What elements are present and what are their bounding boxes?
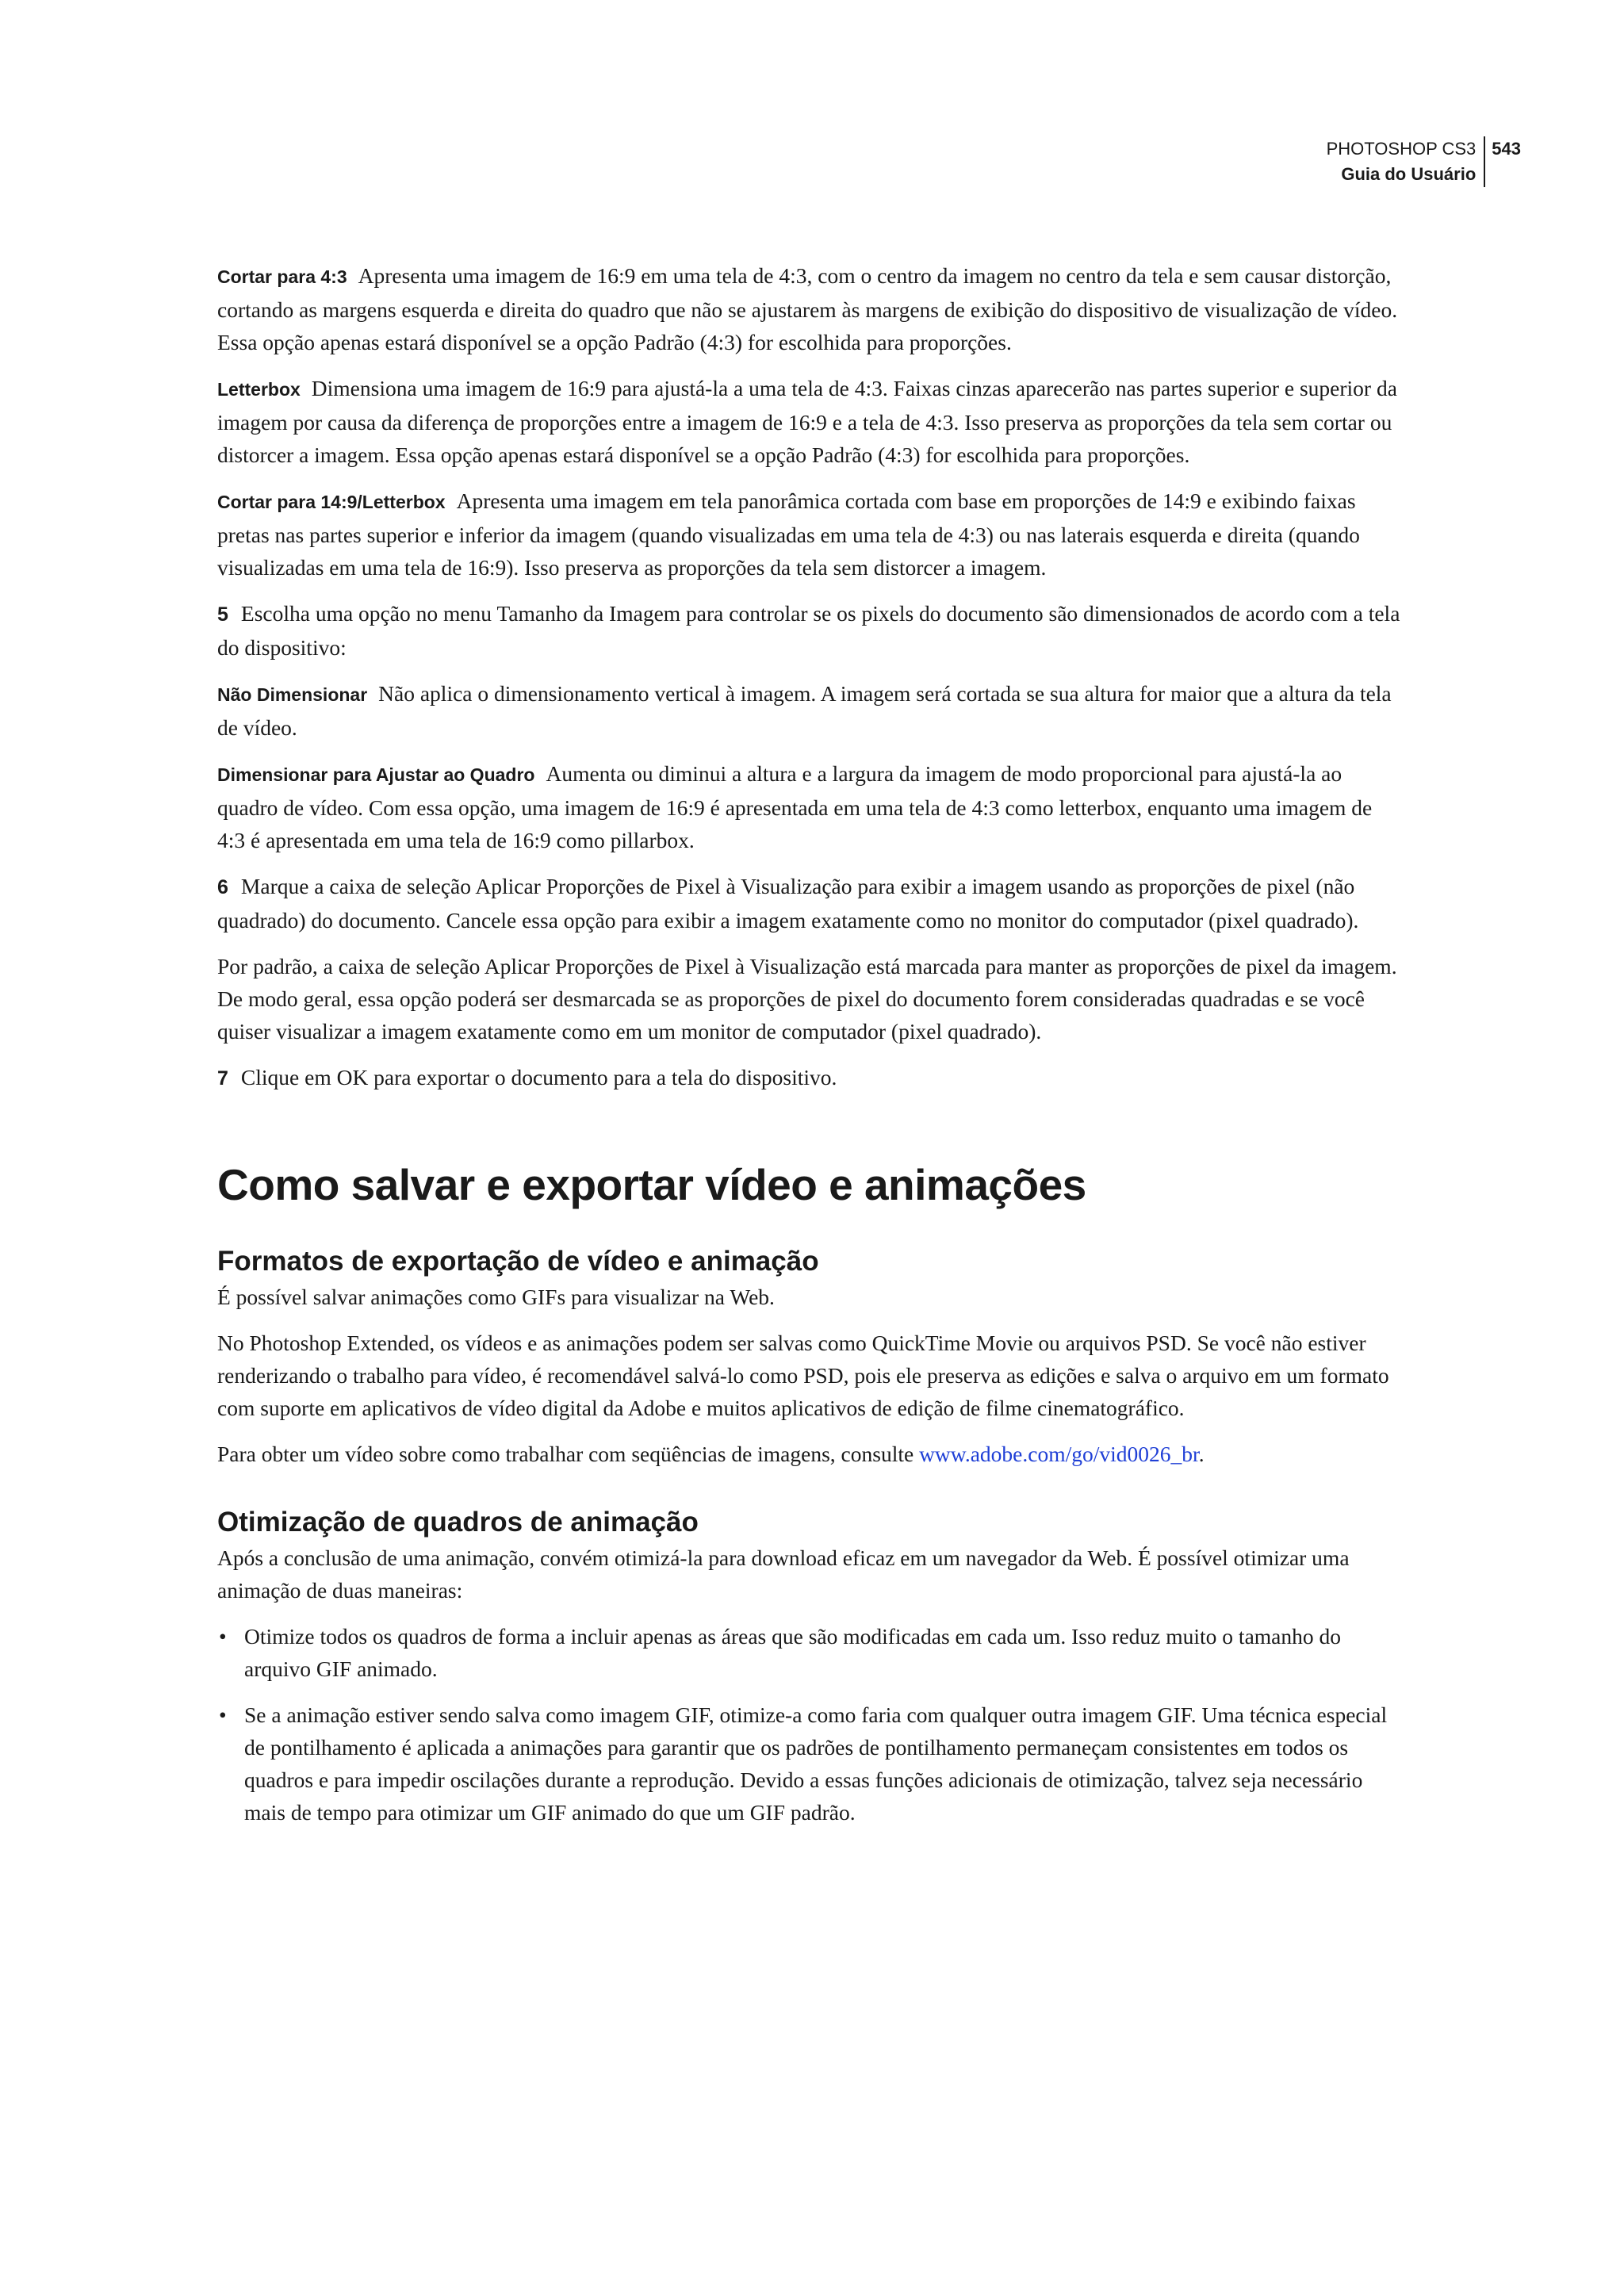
list-item	[217, 1698, 1404, 1829]
step-6	[217, 870, 1404, 936]
option-term: Não Dimensionar	[217, 684, 368, 705]
section-title: Como salvar e exportar vídeo e animações	[217, 1160, 1086, 1209]
option-description: Aumenta ou diminui a altura e a largura da imagem de modo proporcional para ajustá-la ao quadro de vídeo. Com essa opção, uma imagem de 16:9 é apresentada em uma tela de 4:3 como letterbox, enquanto uma imagem de 4:3 é apresentada em uma tela de 16:9 como pillarbox.	[217, 761, 1373, 852]
video-link[interactable]: www.adobe.com/go/vid0026_br	[919, 1442, 1199, 1466]
paragraph-default: Por padrão, a caixa de seleção Aplicar Proporções de Pixel à Visualização está marcada para manter as proporções de pixel da imagem. De modo geral, essa opção poderá ser desmarcada se as proporções de pixel do documento forem consideradas quadradas e se você quiser visualizar a imagem exatamente como em um monitor de computador (pixel quadrado).	[217, 954, 1397, 1044]
running-header	[1327, 136, 1486, 187]
option-cortar-14-9	[217, 484, 1404, 584]
subsection-heading-optimization: Otimização de quadros de animação	[217, 1507, 699, 1538]
list-item	[217, 1620, 1404, 1685]
paragraph-formats-intro: É possível salvar animações como GIFs para visualizar na Web.	[217, 1285, 775, 1309]
page-header	[1327, 136, 1521, 187]
option-cortar-4-3	[217, 259, 1404, 358]
page-content	[217, 259, 1404, 1842]
option-letterbox	[217, 372, 1404, 471]
option-term: Cortar para 4:3	[217, 266, 347, 287]
paragraph-formats-extended: No Photoshop Extended, os vídeos e as animações podem ser salvas como QuickTime Movie ou arquivos PSD. Se você não estiver renderizando o trabalho para vídeo, é recomendável salvá-lo como PSD, pois ele preserva as edições e salva o arquivo em um formato com suporte em aplicativos de vídeo digital da Adobe e muitos aplicativos de edição de filme cinematográfico.	[217, 1331, 1389, 1420]
step-number: 6	[217, 876, 228, 898]
option-description: Apresenta uma imagem de 16:9 em uma tela de 4:3, com o centro da imagem no centro da tela e sem causar distorção, cortando as margens esquerda e direita do quadro que não se ajustarem às margens de exibição do dispositivo de visualização de vídeo. Essa opção apenas estará disponível se a opção Padrão (4:3) for escolhida para proporções.	[217, 263, 1398, 354]
link-lead-text: Para obter um vídeo sobre como trabalhar com seqüências de imagens, consulte	[217, 1442, 920, 1466]
paragraph-video-link	[217, 1438, 1404, 1470]
subsection-heading-formats: Formatos de exportação de vídeo e animação	[217, 1246, 819, 1277]
page-number: 543	[1492, 139, 1521, 159]
list-item-text: Otimize todos os quadros de forma a incluir apenas as áreas que são modificadas em cada um. Isso reduz muito o tamanho do arquivo GIF animado.	[244, 1624, 1341, 1681]
paragraph-optimization-intro: Após a conclusão de uma animação, convém otimizá-la para download eficaz em um navegador da Web. É possível otimizar uma animação de duas maneiras:	[217, 1545, 1350, 1603]
list-item-text: Se a animação estiver sendo salva como imagem GIF, otimize-a como faria com qualquer outra imagem GIF. Uma técnica especial de pontilhamento é aplicada a animações para garantir que os padrões de pontilhamento permaneçam consistentes em todos os quadros e para impedir oscilações durante a reprodução. Devido a essas funções adicionais de otimização, talvez seja necessário mais de tempo para otimizar um GIF animado do que um GIF padrão.	[244, 1702, 1388, 1825]
bullet-icon: •	[219, 1702, 227, 1727]
bullet-icon: •	[219, 1624, 227, 1649]
option-term: Cortar para 14:9/Letterbox	[217, 492, 446, 512]
option-term: Letterbox	[217, 379, 301, 400]
option-description: Dimensiona uma imagem de 16:9 para ajustá-la a uma tela de 4:3. Faixas cinzas aparecerão nas partes superior e superior da imagem por causa da diferença de proporções entre a imagem de 16:9 e a tela de 4:3. Isso preserva as proporções da tela sem cortar ou distorcer a imagem. Essa opção apenas estará disponível se a opção Padrão (4:3) for escolhida para proporções.	[217, 376, 1397, 467]
step-text: Clique em OK para exportar o documento para a tela do dispositivo.	[240, 1065, 837, 1090]
option-nao-dimensionar	[217, 677, 1404, 744]
link-trailing-text: .	[1198, 1442, 1205, 1466]
step-7	[217, 1061, 1404, 1095]
step-text: Marque a caixa de seleção Aplicar Proporções de Pixel à Visualização para exibir a imagem usando as proporções de pixel (não quadrado) do documento. Cancele essa opção para exibir a imagem exatamente como no monitor do computador (pixel quadrado).	[217, 874, 1359, 933]
option-description: Não aplica o dimensionamento vertical à imagem. A imagem será cortada se sua altura for maior que a altura da tela de vídeo.	[217, 681, 1392, 740]
step-text: Escolha uma opção no menu Tamanho da Imagem para controlar se os pixels do documento são dimensionados de acordo com a tela do dispositivo:	[217, 601, 1400, 660]
step-5	[217, 597, 1404, 664]
header-product: PHOTOSHOP CS3	[1326, 139, 1477, 159]
step-number: 7	[217, 1067, 228, 1090]
option-description: Apresenta uma imagem em tela panorâmica cortada com base em proporções de 14:9 e exibindo faixas pretas nas partes superior e inferior da imagem (quando visualizadas em uma tela de 4:3) ou nas laterais esquerda e direita (quando visualizadas em uma tela de 16:9). Isso preserva as proporções da tela sem distorcer a imagem.	[217, 488, 1360, 580]
option-term: Dimensionar para Ajustar ao Quadro	[217, 764, 535, 785]
step-number: 5	[217, 603, 228, 626]
optimization-list	[217, 1620, 1404, 1829]
option-dimensionar-ajustar	[217, 757, 1404, 856]
header-subtitle: Guia do Usuário	[1341, 164, 1477, 184]
